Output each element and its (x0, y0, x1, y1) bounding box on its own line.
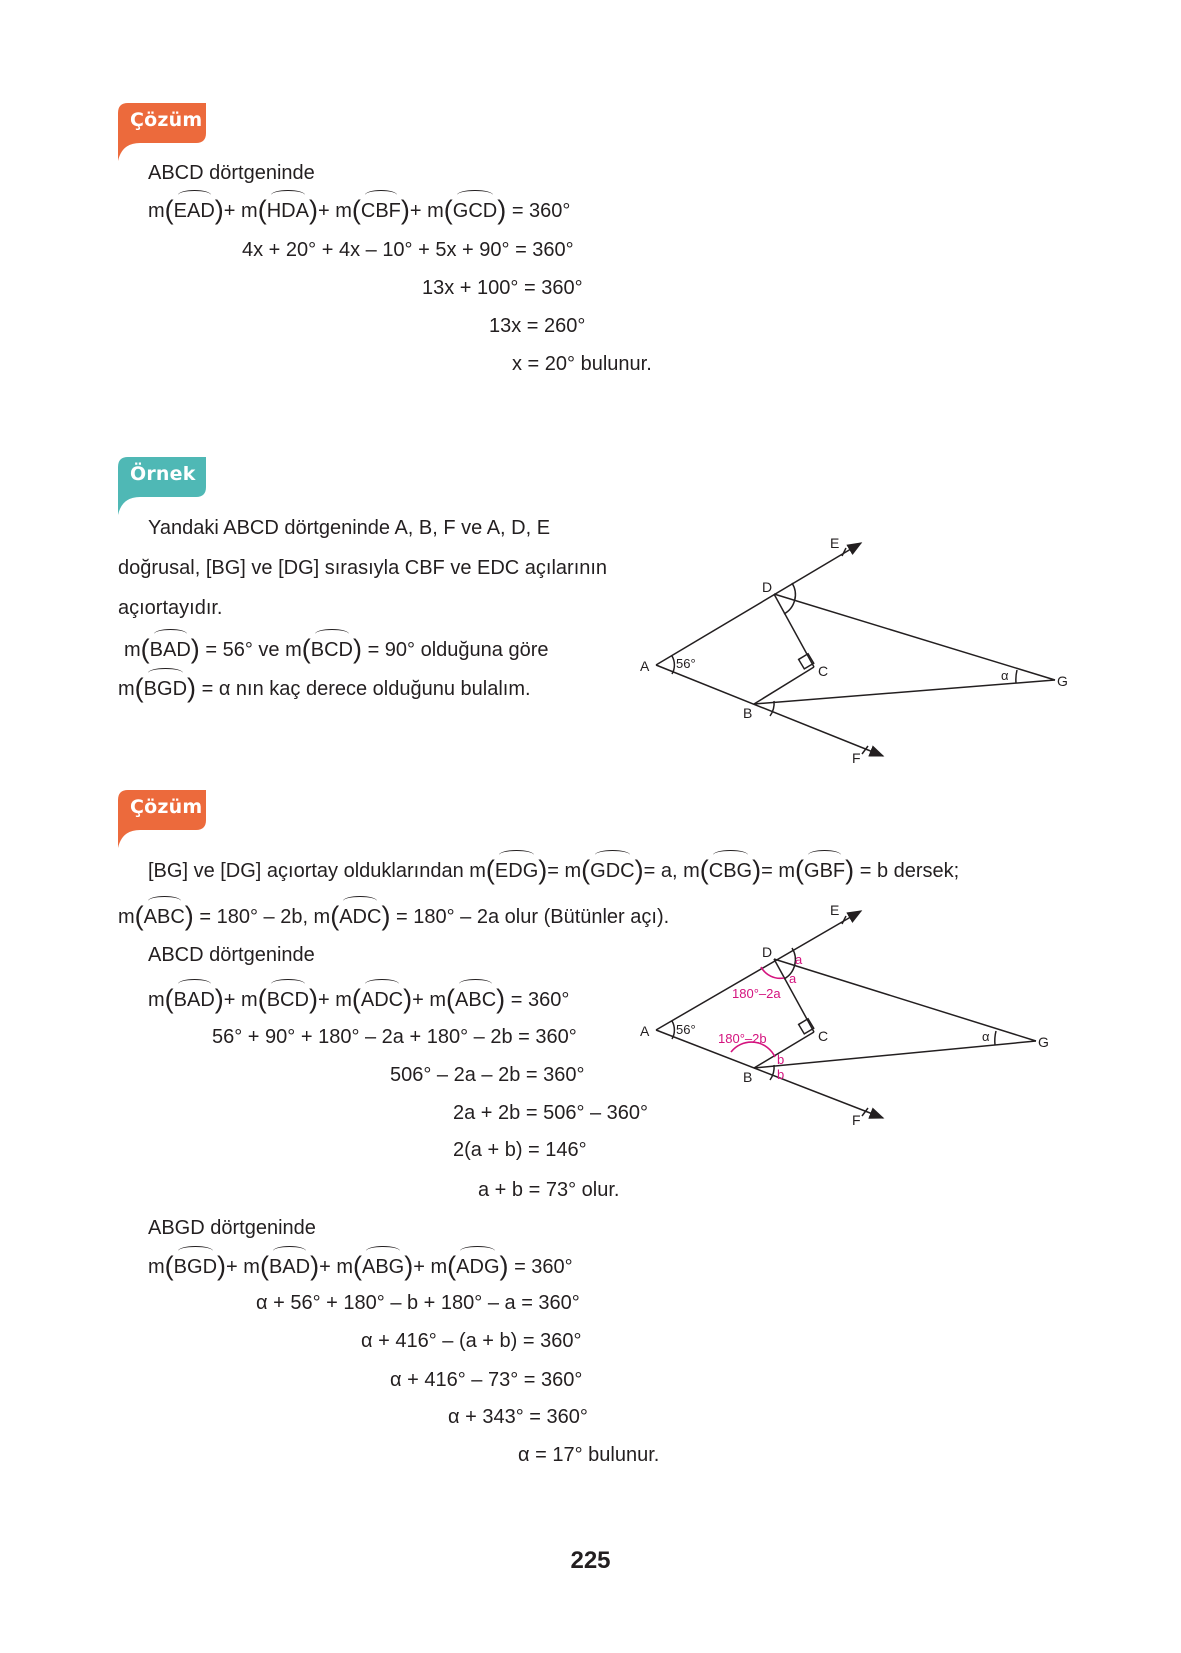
section2-abgd-step-1: α + 56° + 180° – b + 180° – a = 360° (256, 1292, 580, 1314)
svg-text:F: F (852, 750, 861, 766)
svg-text:E: E (830, 535, 840, 551)
section2-abcd-title: ABCD dörtgeninde (148, 944, 315, 966)
svg-text:D: D (762, 579, 773, 595)
svg-text:b: b (777, 1067, 785, 1082)
svg-text:G: G (1057, 673, 1068, 689)
svg-text:A: A (640, 1023, 650, 1039)
section2-abcd-step-4: 2(a + b) = 146° (453, 1139, 587, 1161)
section2-abgd-title: ABGD dörtgeninde (148, 1217, 316, 1239)
section1-angle-sum: m(EAD)+ m(HDA)+ m(CBF)+ m(GCD) = 360° (148, 195, 571, 225)
section2-abcd-eq: m(BAD)+ m(BCD)+ m(ADC)+ m(ABC) = 360° (148, 984, 570, 1014)
section2-bisector-line: [BG] ve [DG] açıortay olduklarından m(EDG)= m(GDC)= a, m(CBG)= m(GBF) = b dersek; (148, 855, 960, 885)
example-text-2: doğrusal, [BG] ve [DG] sırasıyla CBF ve EDC açılarının (118, 557, 608, 579)
example-text-1: Yandaki ABCD dörtgeninde A, B, F ve A, D, E (148, 517, 551, 539)
svg-text:56°: 56° (676, 1022, 696, 1037)
svg-text:G: G (1038, 1034, 1049, 1050)
svg-text:α: α (982, 1029, 990, 1044)
section1-step-4: x = 20° bulunur. (512, 353, 652, 375)
section2-abgd-eq: m(BGD)+ m(BAD)+ m(ABG)+ m(ADG) = 360° (148, 1251, 573, 1281)
section1-step-2: 13x + 100° = 360° (422, 277, 583, 299)
svg-text:C: C (818, 1028, 829, 1044)
svg-text:180°–2a: 180°–2a (732, 986, 781, 1001)
section2-abcd-step-2: 506° – 2a – 2b = 360° (390, 1064, 585, 1086)
section2-supplementary-line: m(ABC) = 180° – 2b, m(ADC) = 180° – 2a olur (Bütünler açı). (118, 901, 670, 931)
svg-text:180°–2b: 180°–2b (718, 1031, 767, 1046)
svg-text:D: D (762, 944, 773, 960)
svg-text:C: C (818, 663, 829, 679)
svg-text:B: B (743, 1069, 753, 1085)
example-question: m(BGD) = α nın kaç derece olduğunu bulalım. (118, 673, 531, 703)
cozum-badge-2-label: Çözüm (130, 796, 203, 818)
section2-abgd-step-2: α + 416° – (a + b) = 360° (361, 1330, 582, 1352)
svg-text:a: a (789, 971, 797, 986)
svg-text:a: a (795, 952, 803, 967)
svg-text:b: b (777, 1052, 785, 1067)
svg-text:α: α (1001, 668, 1009, 683)
section2-abcd-step-1: 56° + 90° + 180° – 2a + 180° – 2b = 360° (212, 1026, 577, 1048)
section1-intro: ABCD dörtgeninde (148, 162, 315, 184)
section2-abcd-step-3: 2a + 2b = 506° – 360° (453, 1102, 649, 1124)
svg-text:A: A (640, 658, 650, 674)
section2-abcd-step-5: a + b = 73° olur. (478, 1179, 620, 1201)
section2-abgd-step-3: α + 416° – 73° = 360° (390, 1369, 583, 1391)
section1-step-1: 4x + 20° + 4x – 10° + 5x + 90° = 360° (242, 239, 574, 261)
cozum-badge-label: Çözüm (130, 109, 203, 131)
svg-text:56°: 56° (676, 656, 696, 671)
svg-text:E: E (830, 902, 840, 918)
svg-text:B: B (743, 705, 753, 721)
example-text-3: açıortayıdır. (118, 597, 223, 619)
section1-step-3: 13x = 260° (489, 315, 586, 337)
page-number: 225 (570, 1547, 611, 1574)
section2-abgd-step-5: α = 17° bulunur. (518, 1444, 660, 1466)
example-given: m(BAD) = 56° ve m(BCD) = 90° olduğuna göre (124, 634, 549, 664)
svg-text:F: F (852, 1112, 861, 1128)
section2-abgd-step-4: α + 343° = 360° (448, 1406, 588, 1428)
ornek-badge-label: Örnek (130, 463, 196, 485)
